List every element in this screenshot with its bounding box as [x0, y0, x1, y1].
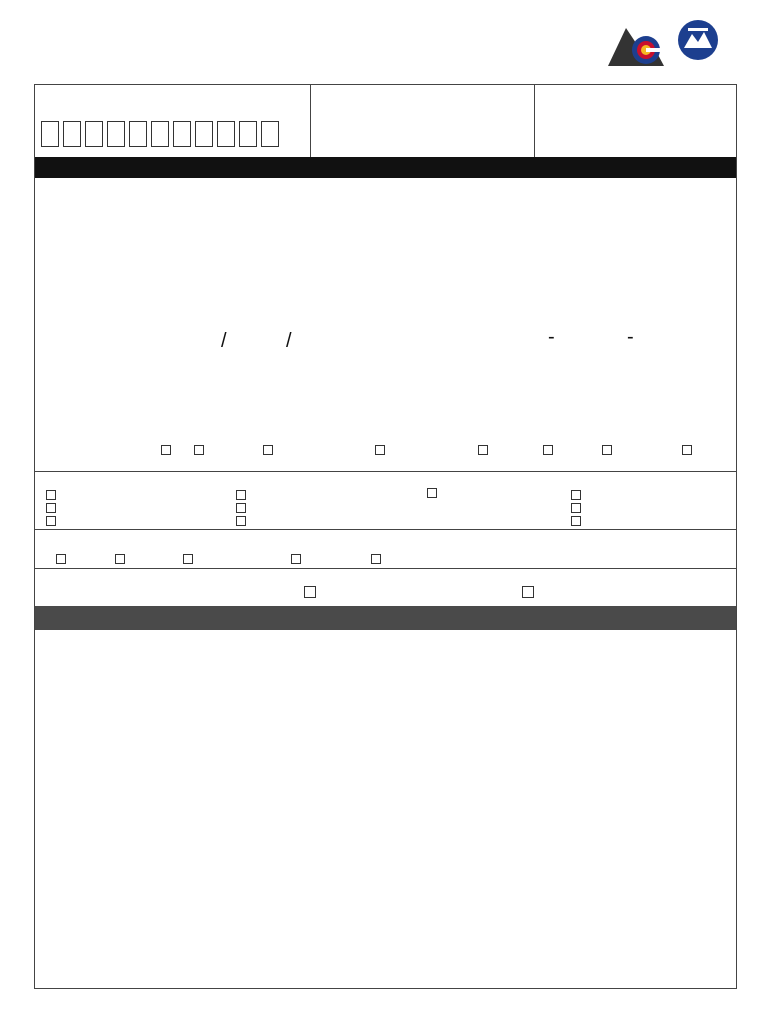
questions-header — [35, 606, 736, 630]
seguro-label — [38, 537, 41, 548]
example-char — [151, 121, 169, 147]
divider — [35, 529, 736, 530]
example-char — [129, 121, 147, 147]
seguro-otro-checkbox[interactable] — [291, 554, 301, 564]
seguro-medicare-checkbox[interactable] — [115, 554, 125, 564]
phone-dash: - — [627, 326, 634, 348]
raza-blanco-checkbox[interactable] — [236, 516, 246, 526]
personal-info-banner — [35, 157, 736, 178]
genero-sin-especificar-checkbox[interactable] — [602, 445, 612, 455]
example-char — [261, 121, 279, 147]
instruction-registry — [537, 87, 733, 89]
example-char — [217, 121, 235, 147]
dosis-2-checkbox[interactable] — [522, 586, 534, 598]
colorado-logo-icon — [604, 14, 724, 70]
genero-no-binario-checkbox[interactable] — [543, 445, 553, 455]
example-char — [63, 121, 81, 147]
divider — [35, 471, 736, 472]
genero-mujer-checkbox[interactable] — [161, 445, 171, 455]
genero-trans-fem-checkbox[interactable] — [263, 445, 273, 455]
example-char — [195, 121, 213, 147]
example-char — [173, 121, 191, 147]
logos — [604, 14, 724, 70]
raza-hawai-checkbox[interactable] — [236, 490, 246, 500]
example-char — [239, 121, 257, 147]
dosis-1-checkbox[interactable] — [304, 586, 316, 598]
seguro-kaiser-checkbox[interactable] — [183, 554, 193, 564]
genero-trans-masc-checkbox[interactable] — [375, 445, 385, 455]
genero-no-binarla-checkbox[interactable] — [478, 445, 488, 455]
raza-asiatico-checkbox[interactable] — [46, 503, 56, 513]
raza-negro-checkbox[interactable] — [46, 516, 56, 526]
genero-hombre-checkbox[interactable] — [194, 445, 204, 455]
date-slash: / — [286, 330, 292, 352]
instruction-complete — [316, 91, 531, 93]
raza-otro-checkbox[interactable] — [236, 503, 246, 513]
seguro-medicaid-checkbox[interactable] — [56, 554, 66, 564]
etnicidad-no-hispano-checkbox[interactable] — [571, 503, 581, 513]
divider — [35, 568, 736, 569]
date-slash: / — [221, 330, 227, 352]
raza-indio-checkbox[interactable] — [46, 490, 56, 500]
genero-declino-checkbox[interactable] — [682, 445, 692, 455]
etnicidad-hispano-checkbox[interactable] — [571, 490, 581, 500]
etnicidad-declino-checkbox[interactable] — [571, 516, 581, 526]
divider — [310, 85, 311, 157]
questions-table — [35, 630, 736, 888]
divider — [534, 85, 535, 157]
example-char — [107, 121, 125, 147]
cdphe-seal-icon — [678, 20, 718, 60]
phone-dash: - — [548, 326, 555, 348]
seguro-sin-checkbox[interactable] — [371, 554, 381, 564]
example-char — [85, 121, 103, 147]
raza-declino-checkbox[interactable] — [427, 488, 437, 498]
example-char — [41, 121, 59, 147]
